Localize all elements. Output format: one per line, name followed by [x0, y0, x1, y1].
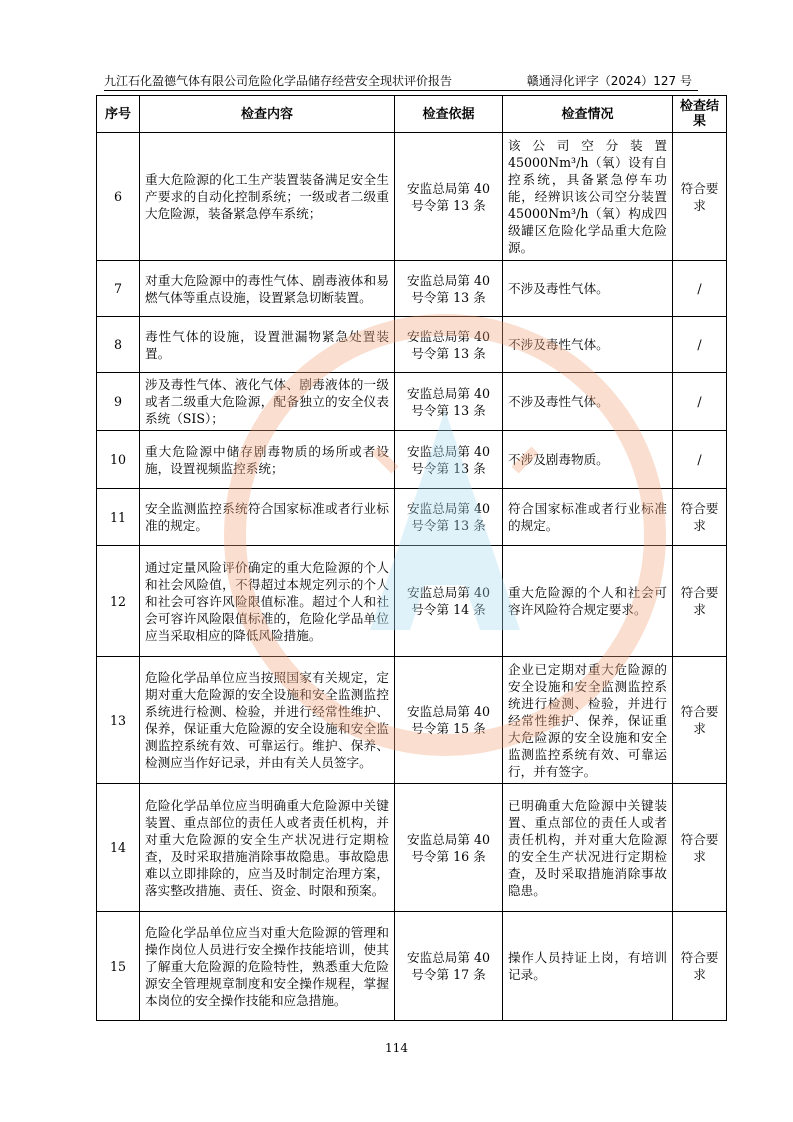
row-number: 13 [97, 657, 140, 784]
check-result: / [673, 373, 727, 431]
column-header-status: 检查情况 [503, 96, 673, 133]
check-basis: 安监总局第 40 号令第 16 条 [395, 784, 503, 912]
check-content: 重大危险源的化工生产装置装备满足安全生产要求的自动化控制系统；一级或者二级重大危险源，装备紧急停车系统； [140, 133, 395, 261]
check-basis: 安监总局第 40 号令第 13 条 [395, 317, 503, 373]
check-status: 企业已定期对重大危险源的安全设施和安全监测监控系统进行检测、检验，并进行经常性维护、保养，保证重大危险源的安全设施和安全监测监控系统有效、可靠运行，并有签字。 [503, 657, 673, 784]
check-status: 不涉及毒性气体。 [503, 261, 673, 317]
check-content: 危险化学品单位应当明确重大危险源中关键装置、重点部位的责任人或者责任机构，并对重大危险源的安全生产状况进行定期检查，及时采取措施消除事故隐患。事故隐患难以立即排除的，应当及时制定治理方案，落实整改措施、责任、资金、时限和预案。 [140, 784, 395, 912]
report-number: 赣通浔化评字（2024）127 号 [526, 74, 692, 88]
report-title: 九江石化盈德气体有限公司危险化学品储存经营安全现状评价报告 [104, 74, 453, 88]
inspection-table [96, 95, 727, 1021]
column-header-basis: 检查依据 [395, 96, 503, 133]
check-basis: 安监总局第 40 号令第 17 条 [395, 912, 503, 1021]
check-status: 该公司空分装置45000Nm³/h（氧）设有自控系统，具备紧急停车功能，经辨识该公司空分装置 45000Nm³/h（氧）构成四级罐区危险化学品重大危险源。 [503, 133, 673, 261]
check-content: 对重大危险源中的毒性气体、剧毒液体和易燃气体等重点设施，设置紧急切断装置。 [140, 261, 395, 317]
check-content: 安全监测监控系统符合国家标准或者行业标准的规定。 [140, 489, 395, 546]
check-content: 毒性气体的设施，设置泄漏物紧急处置装置。 [140, 317, 395, 373]
check-result: / [673, 317, 727, 373]
table-row [97, 317, 727, 373]
check-result: 符合要求 [673, 784, 727, 912]
check-content: 危险化学品单位应当对重大危险源的管理和操作岗位人员进行安全操作技能培训，使其了解重大危险源的危险特性，熟悉重大危险源安全管理规章制度和安全操作规程，掌握本岗位的安全操作技能和应急措施。 [140, 912, 395, 1021]
row-number: 11 [97, 489, 140, 546]
row-number: 8 [97, 317, 140, 373]
check-status: 操作人员持证上岗，有培训记录。 [503, 912, 673, 1021]
check-status: 不涉及剧毒物质。 [503, 431, 673, 489]
header-divider [104, 90, 698, 91]
check-basis: 安监总局第 40 号令第 13 条 [395, 431, 503, 489]
check-basis: 安监总局第 40 号令第 15 条 [395, 657, 503, 784]
check-result: / [673, 431, 727, 489]
column-header-result: 检查结果 [673, 96, 727, 133]
check-status: 已明确重大危险源中关键装置、重点部位的责任人或者责任机构，并对重大危险源的安全生产状况进行定期检查，及时采取措施消除事故隐患。 [503, 784, 673, 912]
page-header [104, 70, 692, 90]
check-content: 重大危险源中储存剧毒物质的场所或者设施，设置视频监控系统； [140, 431, 395, 489]
row-number: 12 [97, 546, 140, 657]
check-result: / [673, 261, 727, 317]
check-result: 符合要求 [673, 133, 727, 261]
check-status: 重大危险源的个人和社会可容许风险符合规定要求。 [503, 546, 673, 657]
row-number: 7 [97, 261, 140, 317]
row-number: 10 [97, 431, 140, 489]
check-result: 符合要求 [673, 657, 727, 784]
check-content: 通过定量风险评价确定的重大危险源的个人和社会风险值，不得超过本规定列示的个人和社会可容许风险限值标准。超过个人和社会可容许风险限值标准的，危险化学品单位应当采取相应的降低风险措施。 [140, 546, 395, 657]
check-basis: 安监总局第 40 号令第 13 条 [395, 133, 503, 261]
check-content: 危险化学品单位应当按照国家有关规定，定期对重大危险源的安全设施和安全监测监控系统进行检测、检验，并进行经常性维护、保养，保证重大危险源的安全设施和安全监测监控系统有效、可靠运行。维护、保养、检测应当作好记录，并由有关人员签字。 [140, 657, 395, 784]
table-row [97, 489, 727, 546]
table-row [97, 546, 727, 657]
table-row [97, 784, 727, 912]
check-status: 符合国家标准或者行业标准的规定。 [503, 489, 673, 546]
page-number: 114 [385, 1041, 408, 1055]
check-result: 符合要求 [673, 546, 727, 657]
table-header-row [97, 96, 727, 133]
table-row [97, 373, 727, 431]
row-number: 6 [97, 133, 140, 261]
table-row [97, 657, 727, 784]
check-content: 涉及毒性气体、液化气体、剧毒液体的一级或者二级重大危险源，配备独立的安全仪表系统（SIS）； [140, 373, 395, 431]
table-row [97, 431, 727, 489]
column-header-content: 检查内容 [140, 96, 395, 133]
row-number: 15 [97, 912, 140, 1021]
row-number: 14 [97, 784, 140, 912]
check-basis: 安监总局第 40 号令第 13 条 [395, 489, 503, 546]
table-row [97, 261, 727, 317]
check-status: 不涉及毒性气体。 [503, 317, 673, 373]
check-basis: 安监总局第 40 号令第 13 条 [395, 373, 503, 431]
check-status: 不涉及毒性气体。 [503, 373, 673, 431]
table-row [97, 133, 727, 261]
check-basis: 安监总局第 40 号令第 13 条 [395, 261, 503, 317]
column-header-no: 序号 [97, 96, 140, 133]
table-row [97, 912, 727, 1021]
row-number: 9 [97, 373, 140, 431]
check-basis: 安监总局第 40 号令第 14 条 [395, 546, 503, 657]
check-result: 符合要求 [673, 912, 727, 1021]
check-result: 符合要求 [673, 489, 727, 546]
